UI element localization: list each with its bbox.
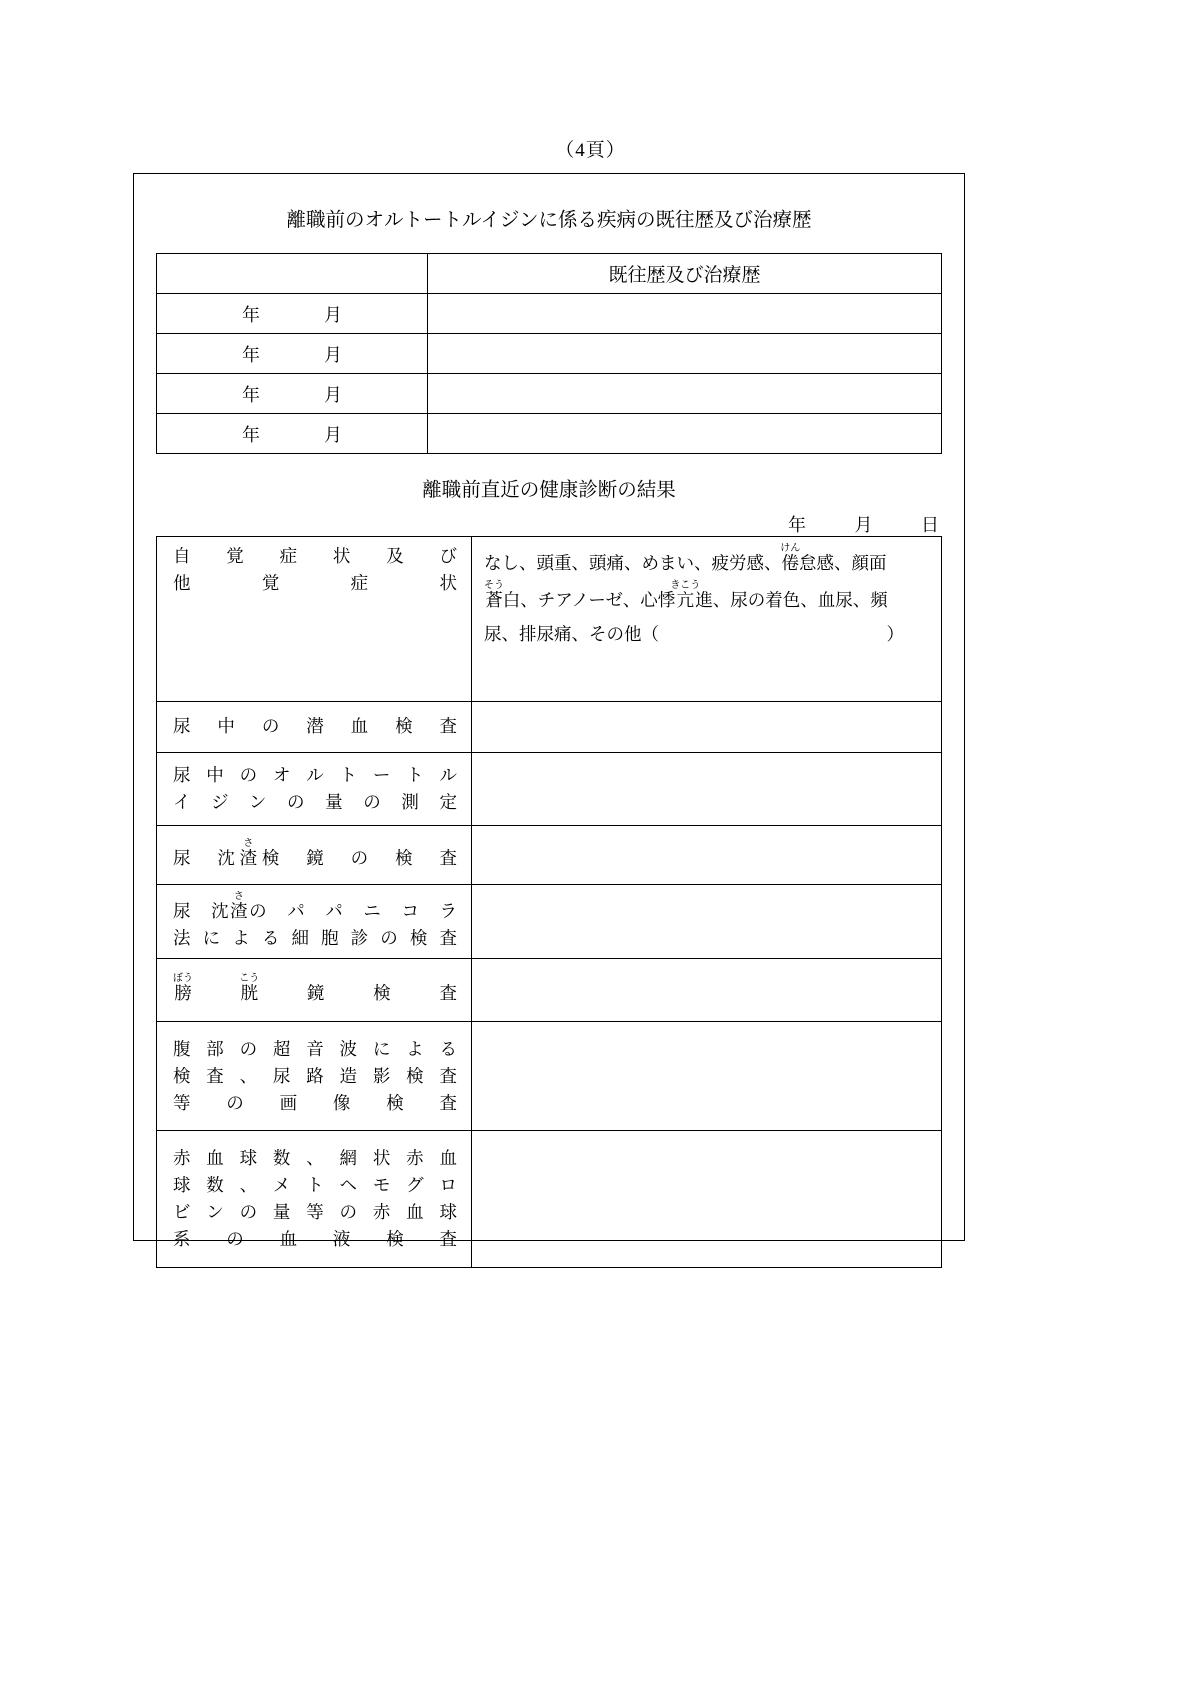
page-number: （4頁） bbox=[555, 140, 626, 161]
exam-label-urine-otoluidine bbox=[157, 753, 472, 826]
history-year-label: 年 bbox=[242, 424, 260, 445]
ruby-sou: そう bbox=[484, 580, 504, 592]
form-sheet bbox=[133, 173, 965, 1250]
exam-value-papanicolaou[interactable] bbox=[472, 885, 942, 959]
history-month-label: 月 bbox=[324, 304, 342, 325]
exam-label-line1: 赤血球数、網状赤血 bbox=[173, 1148, 457, 1168]
exam-date-header bbox=[744, 511, 939, 537]
table-row-urine-occult-blood bbox=[157, 702, 942, 753]
exam-section-title: 離職前直近の健康診断の結果 bbox=[422, 480, 676, 501]
table-row-symptoms bbox=[157, 537, 942, 702]
history-header-blank bbox=[157, 254, 428, 294]
history-date-cell bbox=[157, 294, 428, 334]
history-content-cell[interactable] bbox=[428, 374, 942, 414]
exam-label-line1: 腹部の超音波による bbox=[173, 1038, 457, 1059]
ruby-kou: こう bbox=[239, 973, 260, 985]
table-row bbox=[157, 374, 942, 414]
symptom-line-1: なし、頭重、頭痛、めまい、疲労感、倦けん怠感、顔面 bbox=[484, 543, 887, 573]
exam-label-line4: 系の血液検査 bbox=[173, 1229, 457, 1250]
exam-label-text: 尿 沈渣さ検 鏡 の 検 査 bbox=[173, 837, 458, 868]
exam-label-urine-sediment-microscopy bbox=[157, 826, 472, 885]
exam-label-line2: イジンの量の測定 bbox=[173, 792, 457, 812]
ruby-sa: さ bbox=[230, 891, 248, 902]
table-row bbox=[157, 334, 942, 374]
history-content-cell[interactable] bbox=[428, 334, 942, 374]
exam-label-line2: 球数、メトヘモグロ bbox=[173, 1175, 457, 1196]
symptom-line-2: 蒼そう白、チアノーゼ、心悸亢きこう進、尿の着色、血尿、頻 bbox=[484, 580, 888, 611]
exam-value-blood[interactable] bbox=[472, 1131, 942, 1268]
exam-table bbox=[156, 536, 942, 1268]
exam-value-symptoms[interactable] bbox=[472, 537, 942, 702]
exam-label-line1: 尿 沈渣さの パ パ ニ コ ラ bbox=[173, 891, 458, 921]
exam-label-symptoms bbox=[157, 537, 472, 702]
exam-value-urine-occult-blood[interactable] bbox=[472, 702, 942, 753]
history-year-label: 年 bbox=[242, 304, 260, 325]
exam-label-imaging bbox=[157, 1022, 472, 1131]
exam-value-imaging[interactable] bbox=[472, 1022, 942, 1131]
exam-value-cystoscopy[interactable] bbox=[472, 959, 942, 1022]
history-month-label: 月 bbox=[324, 384, 342, 405]
exam-label-cystoscopy bbox=[157, 959, 472, 1022]
ruby-bou: ぼう bbox=[173, 973, 193, 985]
exam-date-year: 年 bbox=[788, 515, 806, 535]
history-content-cell[interactable] bbox=[428, 294, 942, 334]
history-date-cell bbox=[157, 334, 428, 374]
table-row-blood bbox=[157, 1131, 942, 1268]
history-table bbox=[156, 253, 942, 454]
exam-label-text: 尿中の潜血検査 bbox=[173, 716, 457, 737]
history-date-cell bbox=[157, 414, 428, 454]
history-year-label: 年 bbox=[242, 384, 260, 405]
history-year-label: 年 bbox=[242, 344, 260, 365]
table-row bbox=[157, 294, 942, 334]
exam-label-line3: ビンの量等の赤血球 bbox=[173, 1202, 457, 1223]
exam-label-urine-occult-blood bbox=[157, 702, 472, 753]
exam-date-day: 日 bbox=[921, 515, 939, 535]
table-row-urine-sediment-microscopy bbox=[157, 826, 942, 885]
exam-label-line1: 尿中のオルトートル bbox=[173, 764, 457, 785]
history-header-content: 既往歴及び治療歴 bbox=[428, 254, 942, 294]
history-date-cell bbox=[157, 374, 428, 414]
ruby-sa: さ bbox=[239, 837, 258, 849]
table-row-urine-otoluidine bbox=[157, 753, 942, 826]
exam-value-urine-sediment-microscopy[interactable] bbox=[472, 826, 942, 885]
exam-label-blood bbox=[157, 1131, 472, 1268]
table-header-row bbox=[157, 254, 942, 294]
exam-label-line2: 検査、尿路造影検査 bbox=[173, 1065, 457, 1086]
history-content-cell[interactable] bbox=[428, 414, 942, 454]
exam-label-papanicolaou bbox=[157, 885, 472, 959]
exam-label-symptoms-line1: 自 覚 症 状 及 び bbox=[173, 546, 457, 566]
exam-label-text: 膀ぼう 胱こう 鏡 検 査 bbox=[173, 973, 457, 1004]
table-row-imaging bbox=[157, 1022, 942, 1131]
history-month-label: 月 bbox=[324, 424, 342, 445]
exam-date-month: 月 bbox=[854, 515, 873, 535]
symptom-line-3: 尿、排尿痛、その他（ ） bbox=[484, 623, 904, 644]
table-row-cystoscopy bbox=[157, 959, 942, 1022]
ruby-kikou: きこう bbox=[670, 580, 701, 592]
exam-label-line2: 法による細胞診の検査 bbox=[173, 928, 457, 949]
table-row bbox=[157, 414, 942, 454]
history-section-title: 離職前のオルトートルイジンに係る疾病の既往歴及び治療歴 bbox=[286, 210, 812, 231]
table-row-papanicolaou bbox=[157, 885, 942, 959]
exam-value-urine-otoluidine[interactable] bbox=[472, 753, 942, 826]
exam-label-line3: 等の画像検査 bbox=[173, 1092, 457, 1113]
ruby-ken: けん bbox=[780, 543, 801, 554]
history-month-label: 月 bbox=[324, 344, 342, 365]
exam-label-symptoms-line2: 他 覚 症 状 bbox=[173, 573, 457, 594]
